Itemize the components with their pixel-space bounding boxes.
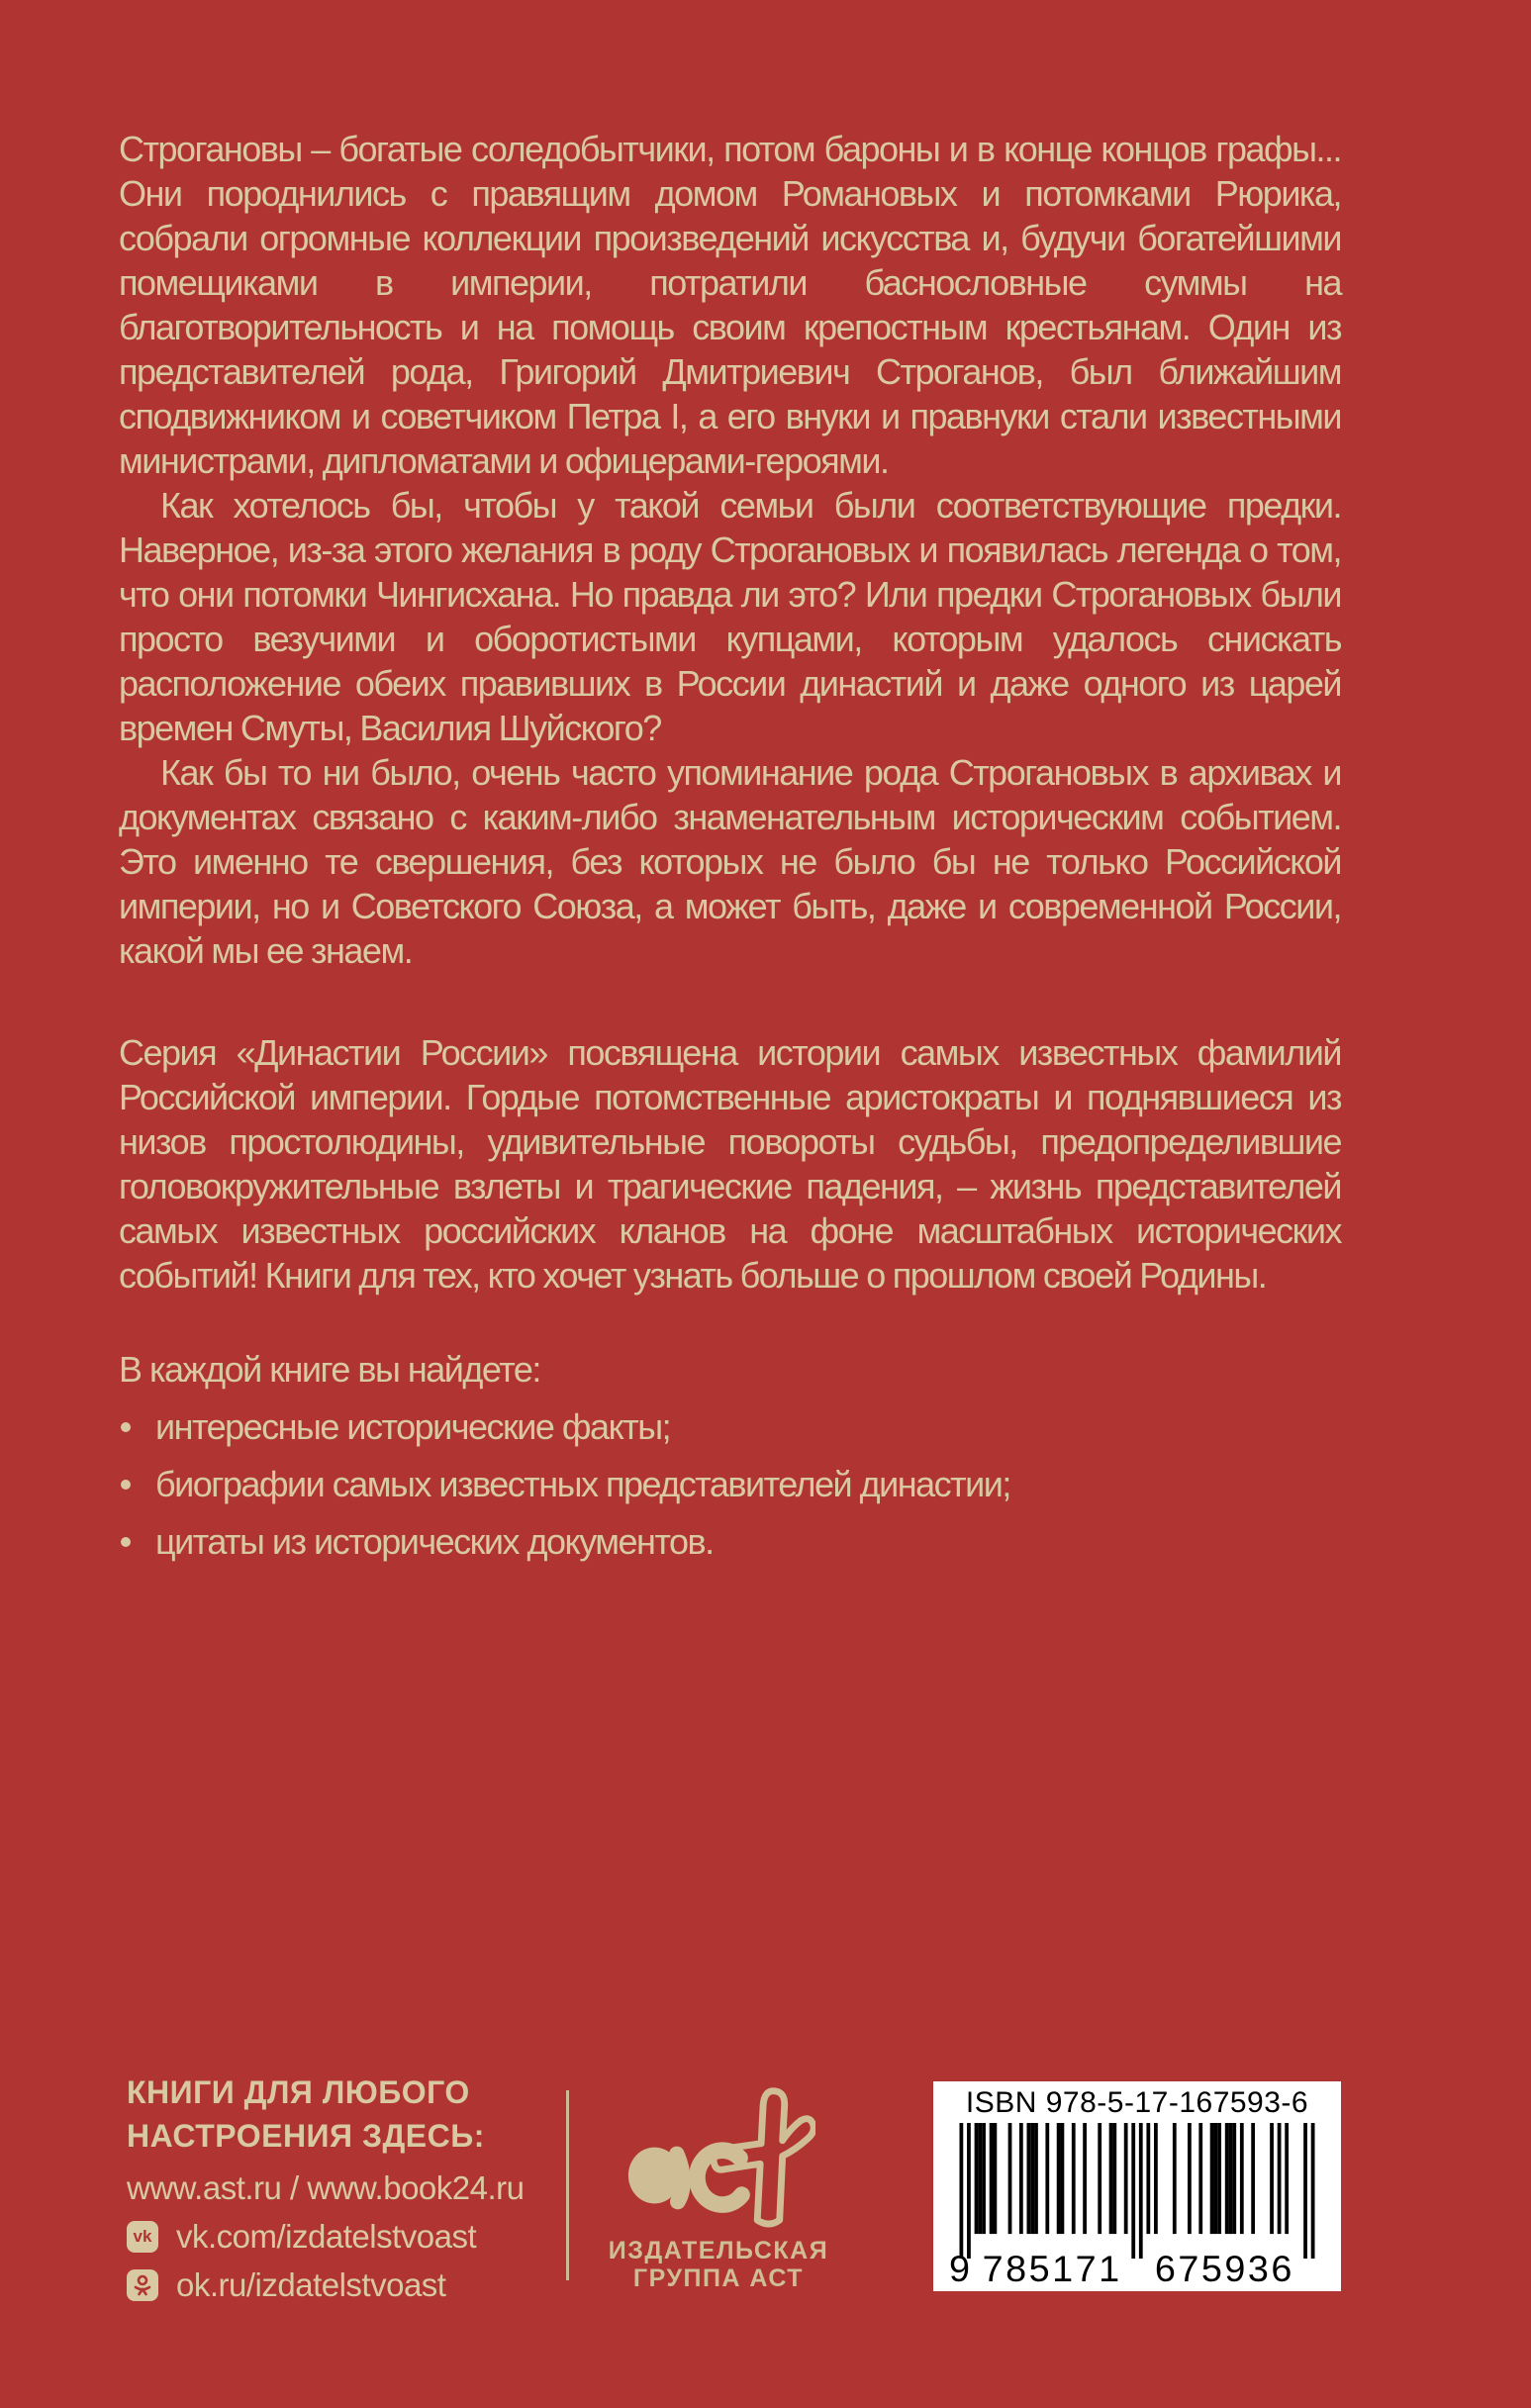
vk-icon: vk: [127, 2221, 158, 2253]
ast-publisher-logo: [602, 2076, 835, 2292]
paragraph-legend: Как хотелось бы, чтобы у такой семьи были соответствующие предки. Наверное, из-за этого желания в роду Строгановых и появилась легенда о том, что они потомки Чингисхана. Но правда ли это? Или предки Строгановых были просто везучими и оборотистыми купцами, которым удалось снискать расположение обеих правивших в России династий и даже одного из царей времен Смуты, Василия Шуйского?: [119, 485, 1341, 748]
odnoklassniki-icon: [127, 2269, 158, 2301]
isbn-number: ISBN 978-5-17-167593-6: [965, 2086, 1309, 2119]
footer-heading: [127, 2071, 525, 2158]
ean-digits-right: 675936: [1154, 2248, 1292, 2285]
features-intro: В каждой книге вы найдете:: [119, 1349, 540, 1390]
publisher-name-line2: ГРУППА АСТ: [632, 2264, 805, 2292]
bullet-icon: [121, 1480, 131, 1490]
paragraph-history: Как бы то ни было, очень часто упоминание рода Строгановых в архивах и документах связано с каким-либо знаменательным историческим событием. Это именно те свершения, без которых не было бы не только Российской империи, но и Советского Союза, а может быть, даже и современной России, какой мы ее знаем.: [119, 752, 1341, 971]
list-item-label: цитаты из исторических документов.: [155, 1521, 714, 1562]
list-item: [119, 1519, 1341, 1564]
websites-line: www.ast.ru / www.book24.ru: [127, 2169, 525, 2206]
list-item-label: интересные исторические факты;: [155, 1406, 671, 1447]
ean-digits-left: 785171: [982, 2248, 1120, 2285]
list-item-label: биографии самых известных представителей династии;: [155, 1464, 1010, 1504]
vk-row: [127, 2218, 525, 2256]
list-item: [119, 1404, 1341, 1449]
publisher-links-block: [127, 2071, 525, 2304]
vk-url: vk.com/izdatelstvoast: [176, 2218, 477, 2255]
footer-divider: [566, 2090, 569, 2280]
ok-url: ok.ru/izdatelstvoast: [176, 2266, 446, 2303]
publisher-name-line1: ИЗДАТЕЛЬСКАЯ: [608, 2237, 829, 2264]
ast-logo-icon: [622, 2076, 815, 2230]
ok-row: [127, 2266, 525, 2304]
paragraph-stroganovs-intro: Строгановы – богатые соледобытчики, потом бароны и в конце концов графы... Они породнились с правящим домом Романовых и потомками Рюрика, собрали огромные коллекции произведений искусства и, будучи богатейшими помещиками в империи, потратили баснословные суммы на благотворительность и на помощь своим крепостным крестьянам. Один из представителей рода, Григорий Дмитриевич Строганов, был ближайшим сподвижником и советчиком Петра I, а его внуки и правнуки стали известными министрами, дипломатами и офицерами-героями.: [119, 129, 1341, 481]
ean13-bars: [949, 2123, 1325, 2285]
ean-digit-first: 9: [949, 2248, 971, 2285]
bullet-icon: [121, 1537, 131, 1547]
features-list: [119, 1404, 1341, 1564]
footer-heading-line1: КНИГИ ДЛЯ ЛЮБОГО: [127, 2074, 470, 2110]
footer-heading-line2: НАСТРОЕНИЯ ЗДЕСЬ:: [127, 2118, 485, 2154]
list-item: [119, 1462, 1341, 1506]
annotation-text-block: [119, 0, 1341, 1564]
bullet-icon: [121, 1422, 131, 1432]
isbn-barcode: [933, 2081, 1341, 2291]
paragraph-series-description: Серия «Династии России» посвящена истории самых известных фамилий Российской империи. Гордые потомственные аристократы и поднявшиеся из низов простолюдины, удивительные повороты судьбы, предопределившие головокружительные взлеты и трагические падения, – жизнь представителей самых известных российских кланов на фоне масштабных исторических событий! Книги для тех, кто хочет узнать больше о прошлом своей Родины.: [119, 1032, 1341, 1296]
